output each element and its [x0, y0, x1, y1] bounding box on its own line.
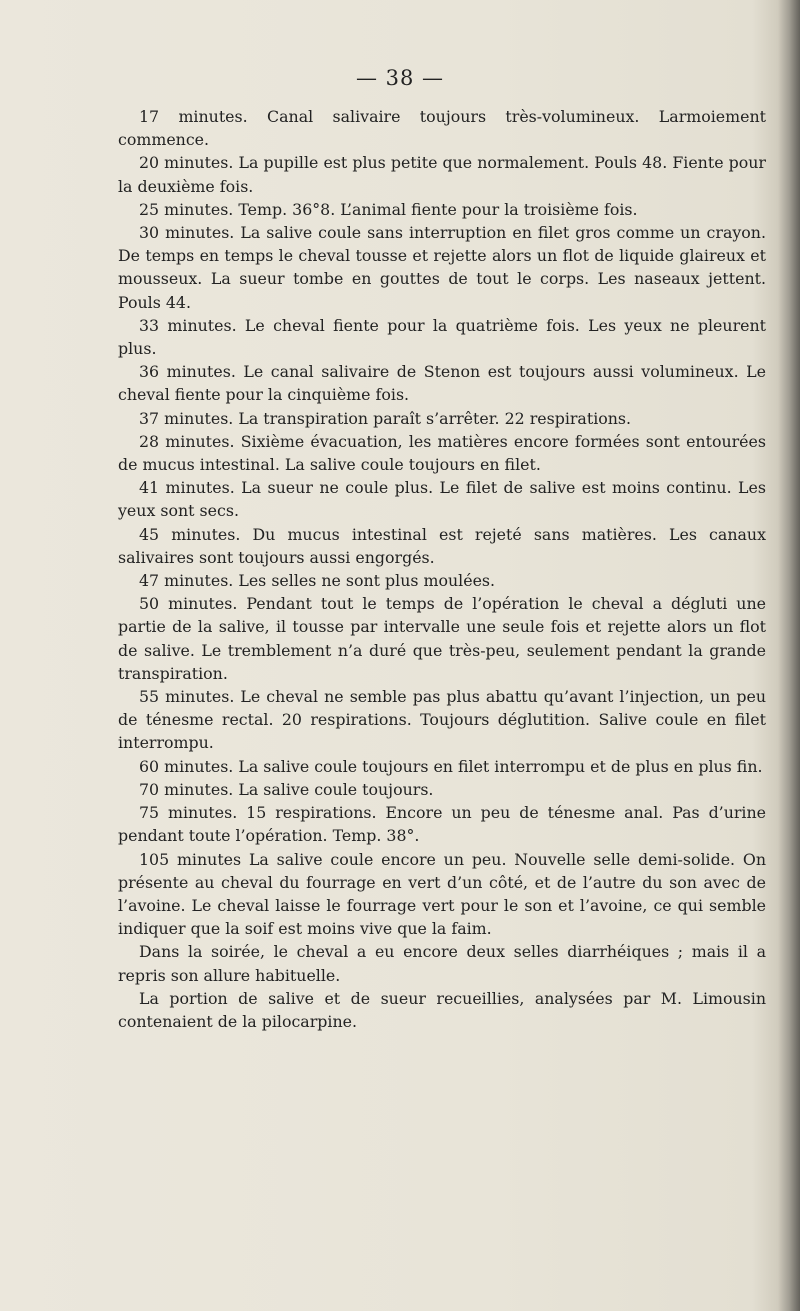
- paragraph-105-minutes: 105 minutes La salive coule encore un peu. Nouvelle selle demi-solide. On présente au cheval du fourrage en vert d’un côté, et de l’autre du son avec de l’avoine. Le cheval laisse le fourrage vert pour le son et l’avoine, ce qui semble indiquer que la soif est moins vive que la faim.: [118, 849, 766, 939]
- paragraph-36-minutes: 36 minutes. Le canal salivaire de Stenon est toujours aussi volumineux. Le cheval fiente pour la cinquième fois.: [118, 362, 766, 405]
- paragraph-28-minutes: 28 minutes. Sixième évacuation, les matières encore formées sont entourées de mucus intestinal. La salive coule toujours en filet.: [118, 431, 766, 475]
- paragraph-33-minutes: 33 minutes. Le cheval fiente pour la quatrième fois. Les yeux ne pleurent plus.: [118, 315, 766, 359]
- paragraph-50-minutes: 50 minutes. Pendant tout le temps de l’opération le cheval a dégluti une partie de la salive, il tousse par intervalle une seule fois et rejette alors un flot de salive. Le tremblement n’a duré que très-peu, seulement pendant la grande transpiration.: [118, 594, 766, 683]
- paragraph-analysis: La portion de salive et de sueur recueillies, analysées par M. Limousin contenaient de la pilocarpine.: [118, 988, 766, 1031]
- paragraph-75-minutes: 75 minutes. 15 respirations. Encore un peu de ténesme anal. Pas d’urine pendant toute l’opération. Temp. 38°.: [118, 803, 766, 846]
- paragraph-17-minutes: 17 minutes. Canal salivaire toujours très-volumineux. Larmoiement commence.: [118, 107, 766, 150]
- page-number: — 38 —: [355, 66, 445, 90]
- page-edge-shadow: [778, 0, 800, 1311]
- body-text: [118, 105, 766, 1033]
- paragraph-45-minutes: 45 minutes. Du mucus intestinal est rejeté sans matières. Les canaux salivaires sont toujours aussi engorgés.: [118, 524, 766, 567]
- paragraph-41-minutes: 41 minutes. La sueur ne coule plus. Le filet de salive est moins continu. Les yeux sont secs.: [118, 478, 766, 521]
- paragraph-47-minutes: 47 minutes. Les selles ne sont plus moulées.: [139, 571, 496, 591]
- paragraph-25-minutes: 25 minutes. Temp. 36°8. L’animal fiente pour la troisième fois.: [139, 199, 638, 219]
- paragraph-55-minutes: 55 minutes. Le cheval ne semble pas plus abattu qu’avant l’injection, un peu de ténesme rectal. 20 respirations. Toujours déglutition. Salive coule en filet interrompu.: [118, 687, 766, 753]
- paragraph-60-minutes: 60 minutes. La salive coule toujours en filet interrompu et de plus en plus fin.: [139, 756, 763, 776]
- paragraph-70-minutes: 70 minutes. La salive coule toujours.: [139, 779, 434, 799]
- paragraph-20-minutes: 20 minutes. La pupille est plus petite que normalement. Pouls 48. Fiente pour la deuxième fois.: [118, 153, 766, 196]
- paragraph-30-minutes: 30 minutes. La salive coule sans interruption en filet gros comme un crayon. De temps en temps le cheval tousse et rejette alors un flot de liquide glaireux et mousseux. La sueur tombe en gouttes de tout le corps. Les naseaux jettent. Pouls 44.: [118, 223, 766, 312]
- paragraph-evening: Dans la soirée, le cheval a eu encore deux selles diarrhéiques ; mais il a repris son allure habituelle.: [118, 942, 766, 985]
- paragraph-37-minutes: 37 minutes. La transpiration paraît s’arrêter. 22 respirations.: [139, 408, 632, 428]
